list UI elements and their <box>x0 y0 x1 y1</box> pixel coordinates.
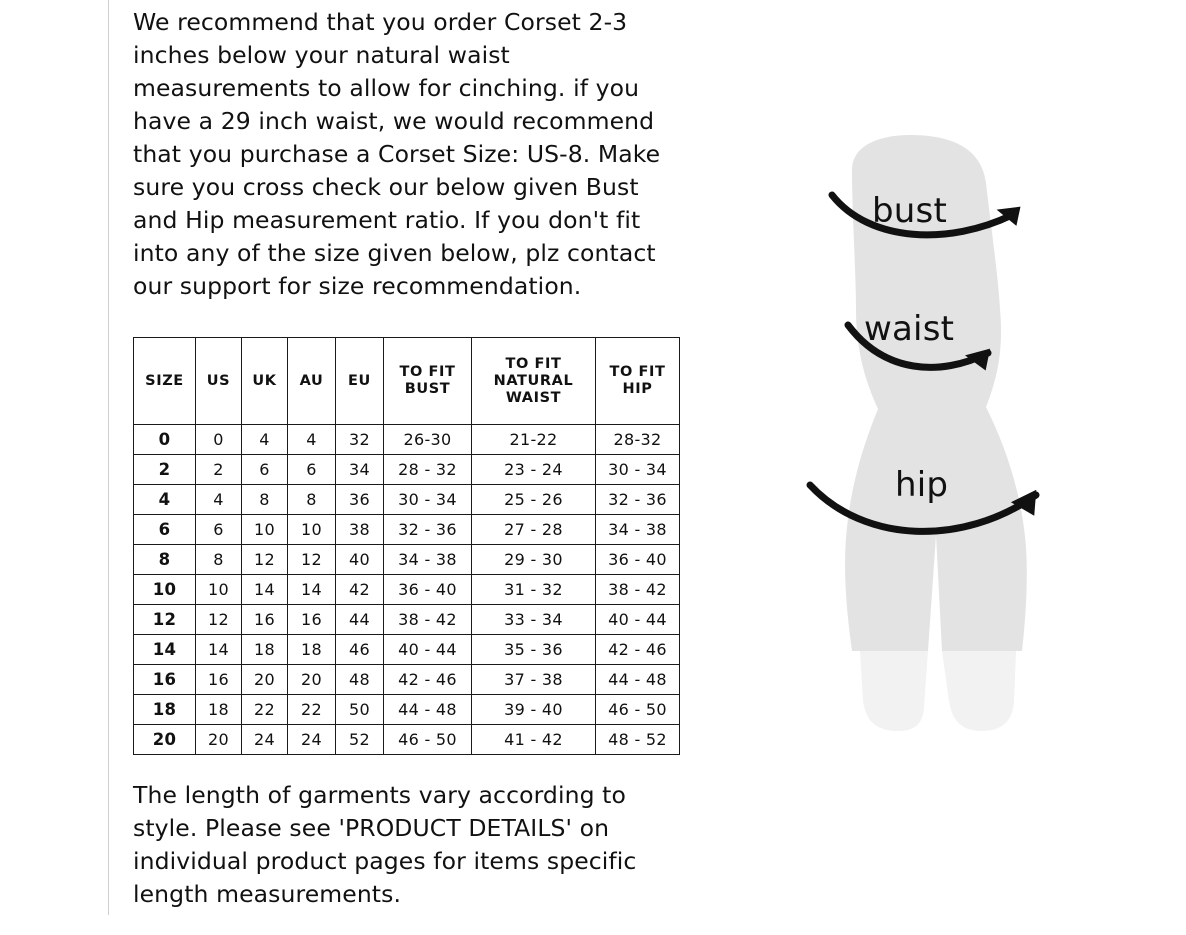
column-header-uk: UK <box>242 338 288 425</box>
cell-eu: 50 <box>336 695 384 725</box>
cell-hip: 44 - 48 <box>596 665 680 695</box>
cell-us: 6 <box>196 515 242 545</box>
text-and-table-column <box>133 0 693 935</box>
column-header-au: AU <box>288 338 336 425</box>
cell-bust: 28 - 32 <box>384 455 472 485</box>
table-row <box>134 545 680 575</box>
cell-bust: 44 - 48 <box>384 695 472 725</box>
cell-hip: 32 - 36 <box>596 485 680 515</box>
cell-waist: 27 - 28 <box>472 515 596 545</box>
cell-waist: 25 - 26 <box>472 485 596 515</box>
cell-size: 14 <box>134 635 196 665</box>
table-row <box>134 515 680 545</box>
cell-uk: 12 <box>242 545 288 575</box>
cell-bust: 34 - 38 <box>384 545 472 575</box>
cell-us: 14 <box>196 635 242 665</box>
cell-hip: 40 - 44 <box>596 605 680 635</box>
cell-bust: 38 - 42 <box>384 605 472 635</box>
cell-waist: 21-22 <box>472 425 596 455</box>
cell-waist: 23 - 24 <box>472 455 596 485</box>
cell-us: 20 <box>196 725 242 755</box>
cell-eu: 42 <box>336 575 384 605</box>
cell-au: 22 <box>288 695 336 725</box>
cell-size: 2 <box>134 455 196 485</box>
cell-waist: 35 - 36 <box>472 635 596 665</box>
cell-size: 6 <box>134 515 196 545</box>
cell-bust: 46 - 50 <box>384 725 472 755</box>
cell-au: 18 <box>288 635 336 665</box>
cell-bust: 36 - 40 <box>384 575 472 605</box>
table-row <box>134 485 680 515</box>
cell-bust: 40 - 44 <box>384 635 472 665</box>
cell-eu: 46 <box>336 635 384 665</box>
cell-bust: 26-30 <box>384 425 472 455</box>
table-header-row <box>134 338 680 425</box>
table-row <box>134 695 680 725</box>
cell-hip: 46 - 50 <box>596 695 680 725</box>
column-header-hip: TO FIT HIP <box>596 338 680 425</box>
cell-hip: 38 - 42 <box>596 575 680 605</box>
cell-eu: 36 <box>336 485 384 515</box>
table-header <box>134 338 680 425</box>
cell-eu: 40 <box>336 545 384 575</box>
hip-label: hip <box>895 465 949 505</box>
cell-us: 12 <box>196 605 242 635</box>
cell-waist: 37 - 38 <box>472 665 596 695</box>
column-header-us: US <box>196 338 242 425</box>
right-leg-shape <box>942 651 1016 731</box>
outro-paragraph: The length of garments vary according to style. Please see 'PRODUCT DETAILS' on individual product pages for items specific length measurements. <box>133 781 637 908</box>
cell-uk: 16 <box>242 605 288 635</box>
cell-waist: 41 - 42 <box>472 725 596 755</box>
page-left-rule <box>108 0 109 915</box>
cell-size: 0 <box>134 425 196 455</box>
cell-size: 12 <box>134 605 196 635</box>
cell-us: 18 <box>196 695 242 725</box>
cell-us: 8 <box>196 545 242 575</box>
cell-us: 2 <box>196 455 242 485</box>
cell-us: 4 <box>196 485 242 515</box>
cell-size: 4 <box>134 485 196 515</box>
cell-size: 20 <box>134 725 196 755</box>
cell-au: 12 <box>288 545 336 575</box>
cell-uk: 6 <box>242 455 288 485</box>
cell-bust: 30 - 34 <box>384 485 472 515</box>
cell-hip: 42 - 46 <box>596 635 680 665</box>
bust-label: bust <box>872 191 947 231</box>
cell-waist: 29 - 30 <box>472 545 596 575</box>
column-header-eu: EU <box>336 338 384 425</box>
cell-waist: 33 - 34 <box>472 605 596 635</box>
cell-eu: 38 <box>336 515 384 545</box>
cell-bust: 32 - 36 <box>384 515 472 545</box>
table-row <box>134 605 680 635</box>
cell-au: 16 <box>288 605 336 635</box>
cell-hip: 30 - 34 <box>596 455 680 485</box>
cell-size: 16 <box>134 665 196 695</box>
size-chart-table <box>133 337 680 755</box>
cell-hip: 48 - 52 <box>596 725 680 755</box>
cell-au: 10 <box>288 515 336 545</box>
cell-us: 10 <box>196 575 242 605</box>
column-header-waist: TO FIT NATURAL WAIST <box>472 338 596 425</box>
cell-uk: 10 <box>242 515 288 545</box>
intro-paragraph: We recommend that you order Corset 2-3 inches below your natural waist measurements to allow for cinching. if you have a 29 inch waist, we would recommend that you purchase a Corset Size: US-8. Make sure you cross check our below given Bust and Hip measurement ratio. If you don't fit into any of the size given below, plz contact our support for size recommendation. <box>133 8 661 300</box>
cell-au: 20 <box>288 665 336 695</box>
cell-uk: 24 <box>242 725 288 755</box>
cell-uk: 14 <box>242 575 288 605</box>
table-row <box>134 725 680 755</box>
table-row <box>134 665 680 695</box>
table-body <box>134 425 680 755</box>
cell-us: 16 <box>196 665 242 695</box>
cell-waist: 31 - 32 <box>472 575 596 605</box>
cell-uk: 18 <box>242 635 288 665</box>
cell-eu: 34 <box>336 455 384 485</box>
table-row <box>134 575 680 605</box>
cell-uk: 4 <box>242 425 288 455</box>
waist-label: waist <box>864 309 955 349</box>
cell-waist: 39 - 40 <box>472 695 596 725</box>
table-row <box>134 635 680 665</box>
cell-size: 10 <box>134 575 196 605</box>
cell-size: 18 <box>134 695 196 725</box>
left-leg-shape <box>860 651 928 731</box>
cell-us: 0 <box>196 425 242 455</box>
cell-size: 8 <box>134 545 196 575</box>
cell-hip: 36 - 40 <box>596 545 680 575</box>
measurement-figure <box>760 95 1130 785</box>
cell-eu: 44 <box>336 605 384 635</box>
cell-au: 6 <box>288 455 336 485</box>
cell-au: 8 <box>288 485 336 515</box>
table-row <box>134 455 680 485</box>
table-row <box>134 425 680 455</box>
cell-au: 4 <box>288 425 336 455</box>
cell-uk: 20 <box>242 665 288 695</box>
cell-hip: 34 - 38 <box>596 515 680 545</box>
cell-uk: 22 <box>242 695 288 725</box>
column-header-bust: TO FIT BUST <box>384 338 472 425</box>
cell-au: 24 <box>288 725 336 755</box>
cell-au: 14 <box>288 575 336 605</box>
cell-eu: 48 <box>336 665 384 695</box>
cell-uk: 8 <box>242 485 288 515</box>
column-header-size: SIZE <box>134 338 196 425</box>
cell-bust: 42 - 46 <box>384 665 472 695</box>
cell-hip: 28-32 <box>596 425 680 455</box>
cell-eu: 52 <box>336 725 384 755</box>
cell-eu: 32 <box>336 425 384 455</box>
